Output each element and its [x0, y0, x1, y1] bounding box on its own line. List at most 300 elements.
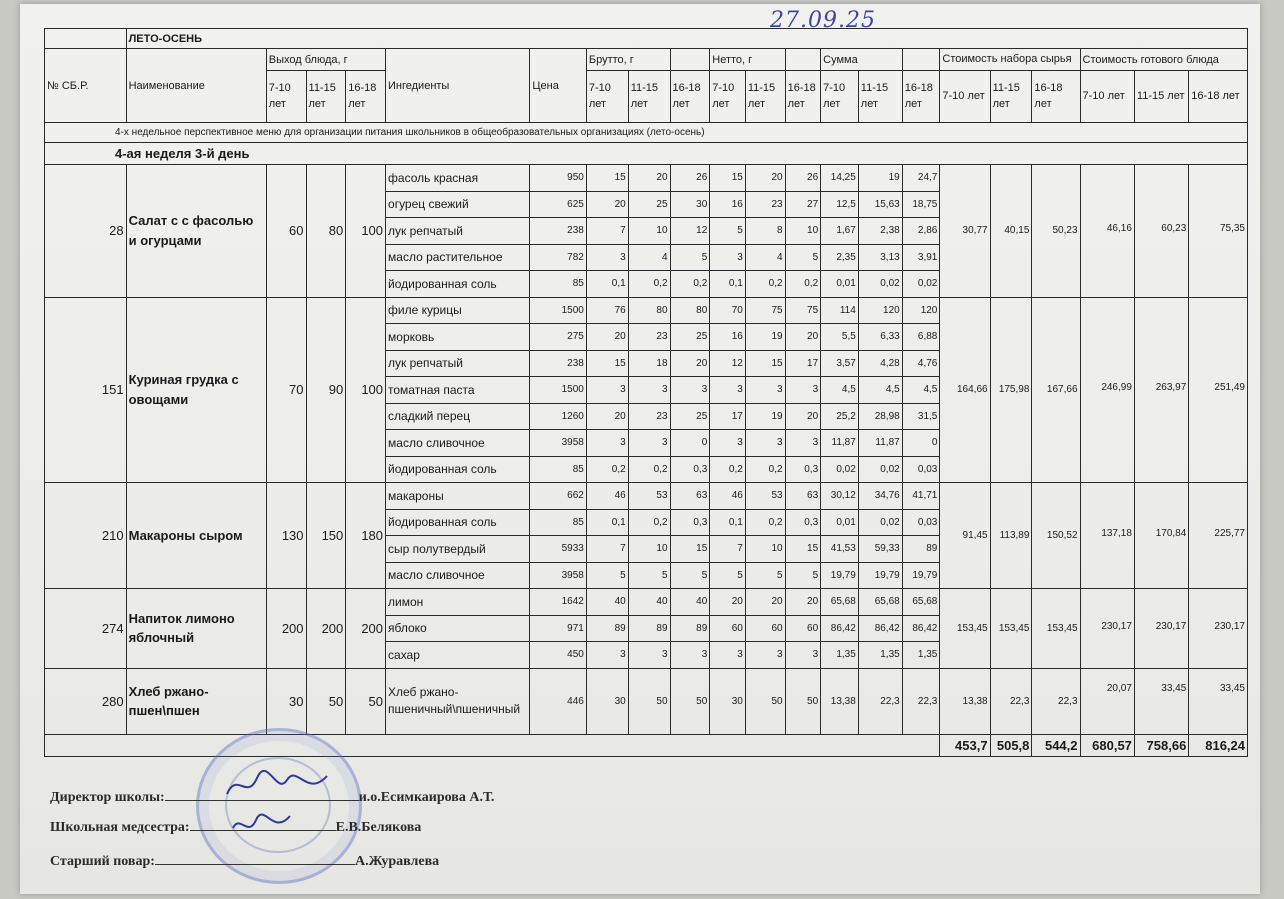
age-header: 11-15 лет: [745, 71, 785, 123]
brutto-value: 40: [586, 589, 628, 616]
brutto-value: 20: [586, 403, 628, 430]
netto-value: 15: [745, 350, 785, 377]
ingredient-name: сладкий перец: [386, 403, 530, 430]
dish-output: 200: [346, 589, 386, 669]
dish-output: 100: [346, 165, 386, 298]
dish-output: 80: [306, 165, 346, 298]
sum-value: 24,7: [902, 165, 940, 192]
netto-value: 10: [785, 218, 821, 245]
brutto-value: 50: [670, 668, 710, 734]
sum-value: 3,91: [902, 244, 940, 271]
netto-value: 20: [785, 589, 821, 616]
brutto-value: 20: [670, 350, 710, 377]
ingredient-name: йодированная соль: [386, 456, 530, 483]
sum-value: 65,68: [858, 589, 902, 616]
sum-value: 18,75: [902, 191, 940, 218]
netto-value: 0,3: [785, 509, 821, 536]
dish-name: Салат с с фасолью и огурцами: [126, 165, 266, 298]
brutto-value: 0,2: [586, 456, 628, 483]
brutto-value: 0,3: [670, 456, 710, 483]
brutto-value: 3: [670, 377, 710, 404]
ingredient-price: 625: [530, 191, 586, 218]
table-row: [45, 483, 1248, 510]
week-day: 4-ая неделя 3-й день: [45, 143, 1248, 165]
season-title: ЛЕТО-ОСЕНЬ: [126, 29, 1247, 49]
table-row: [45, 668, 1248, 734]
dish-name: Куриная грудка с овощами: [126, 297, 266, 483]
netto-value: 0,1: [710, 509, 746, 536]
brutto-value: 3: [586, 430, 628, 457]
netto-value: 53: [745, 483, 785, 510]
raw-cost-value: 40,15: [990, 165, 1032, 298]
brutto-value: 3: [670, 642, 710, 669]
netto-value: 5: [785, 244, 821, 271]
ingredient-name: яблоко: [386, 615, 530, 642]
sum-value: 0,03: [902, 509, 940, 536]
table-row: [45, 165, 1248, 192]
brutto-value: 0,3: [670, 509, 710, 536]
raw-cost-value: 164,66: [940, 297, 990, 483]
sum-value: 4,5: [858, 377, 902, 404]
brutto-value: 25: [670, 403, 710, 430]
brutto-value: 10: [628, 536, 670, 563]
dish-cost-value: 137,18: [1080, 483, 1134, 589]
ingredient-price: 782: [530, 244, 586, 271]
brutto-value: 20: [586, 324, 628, 351]
brutto-value: 15: [586, 350, 628, 377]
netto-value: 50: [785, 668, 821, 734]
header-row-1: [45, 49, 1248, 71]
sum-value: 2,35: [821, 244, 859, 271]
week-day-row: [45, 143, 1248, 165]
netto-value: 0,2: [745, 456, 785, 483]
ingredient-name: огурец свежий: [386, 191, 530, 218]
brutto-value: 23: [628, 324, 670, 351]
ingredient-name: сыр полутвердый: [386, 536, 530, 563]
ingredient-price: 85: [530, 509, 586, 536]
dish-cost-value: 263,97: [1134, 297, 1188, 483]
col-num-header: № СБ.Р.: [45, 49, 127, 123]
menu-note: 4-х недельное перспективное меню для организации питания школьников в общеобразовательных организациях (лето-осень): [45, 123, 1248, 143]
brutto-value: 15: [586, 165, 628, 192]
brutto-value: 50: [628, 668, 670, 734]
netto-value: 30: [710, 668, 746, 734]
brutto-value: 18: [628, 350, 670, 377]
brutto-value: 0,1: [586, 509, 628, 536]
raw-cost-value: 153,45: [1032, 589, 1080, 669]
age-header: 16-18 лет: [902, 71, 940, 123]
brutto-value: 15: [670, 536, 710, 563]
netto-value: 20: [785, 324, 821, 351]
sum-value: 22,3: [902, 668, 940, 734]
dish-number: 28: [45, 165, 127, 298]
ingredient-name: масло сливочное: [386, 562, 530, 589]
netto-value: 26: [785, 165, 821, 192]
brutto-value: 3: [586, 244, 628, 271]
ingredient-price: 1642: [530, 589, 586, 616]
dish-output: 50: [306, 668, 346, 734]
age-header: 7-10 лет: [940, 71, 990, 123]
ingredient-name: томатная паста: [386, 377, 530, 404]
ingredient-price: 446: [530, 668, 586, 734]
brutto-value: 26: [670, 165, 710, 192]
sum-value: 22,3: [858, 668, 902, 734]
netto-value: 3: [785, 377, 821, 404]
age-header: 16-18 лет: [670, 71, 710, 123]
raw-cost-value: 50,23: [1032, 165, 1080, 298]
col-name-header: Наименование: [126, 49, 266, 123]
brutto-value: 0,2: [628, 271, 670, 298]
age-header: 11-15 лет: [1134, 71, 1188, 123]
sum-value: 6,88: [902, 324, 940, 351]
dish-output: 30: [266, 668, 306, 734]
netto-value: 17: [710, 403, 746, 430]
dish-output: 150: [306, 483, 346, 589]
netto-value: 3: [785, 642, 821, 669]
brutto-value: 3: [586, 377, 628, 404]
dish-output: 200: [266, 589, 306, 669]
brutto-value: 40: [628, 589, 670, 616]
dish-cost-value: 33,45: [1189, 668, 1248, 734]
sum-value: 34,76: [858, 483, 902, 510]
director-line: Директор школы: и.о.Есимкаирова А.Т.: [50, 790, 495, 805]
ingredient-name: сахар: [386, 642, 530, 669]
brutto-value: 0,2: [628, 509, 670, 536]
age-header: 16-18 лет: [1032, 71, 1080, 123]
ingredient-price: 238: [530, 218, 586, 245]
sum-value: 2,86: [902, 218, 940, 245]
brutto-value: 3: [628, 377, 670, 404]
col-brutto-header: Брутто, г: [586, 49, 670, 71]
dish-cost-value: 170,84: [1134, 483, 1188, 589]
dish-output: 90: [306, 297, 346, 483]
dish-output: 50: [346, 668, 386, 734]
netto-value: 7: [710, 536, 746, 563]
netto-value: 3: [710, 642, 746, 669]
brutto-value: 23: [628, 403, 670, 430]
ingredient-name: лук репчатый: [386, 218, 530, 245]
sum-value: 65,68: [902, 589, 940, 616]
sum-value: 28,98: [858, 403, 902, 430]
ingredient-name: лук репчатый: [386, 350, 530, 377]
sum-value: 11,87: [858, 430, 902, 457]
sum-value: 120: [902, 297, 940, 324]
ingredient-price: 238: [530, 350, 586, 377]
ingredient-name: масло сливочное: [386, 430, 530, 457]
dish-name: Напиток лимоно яблочный: [126, 589, 266, 669]
brutto-value: 20: [628, 165, 670, 192]
netto-value: 8: [745, 218, 785, 245]
ingredient-price: 1260: [530, 403, 586, 430]
col-netto-header: Нетто, г: [710, 49, 785, 71]
brutto-value: 5: [628, 562, 670, 589]
netto-value: 3: [785, 430, 821, 457]
sum-value: 5,5: [821, 324, 859, 351]
ingredient-price: 275: [530, 324, 586, 351]
netto-value: 27: [785, 191, 821, 218]
sum-value: 86,42: [821, 615, 859, 642]
ingredient-price: 1500: [530, 297, 586, 324]
total-value: 816,24: [1189, 734, 1248, 756]
netto-value: 0,2: [745, 271, 785, 298]
raw-cost-value: 13,38: [940, 668, 990, 734]
brutto-value: 89: [628, 615, 670, 642]
sum-value: 120: [858, 297, 902, 324]
raw-cost-value: 167,66: [1032, 297, 1080, 483]
sum-value: 19: [858, 165, 902, 192]
netto-value: 3: [745, 430, 785, 457]
raw-cost-value: 153,45: [990, 589, 1032, 669]
sum-value: 89: [902, 536, 940, 563]
dish-name: Хлеб ржано-пшен\пшен: [126, 668, 266, 734]
ingredient-price: 950: [530, 165, 586, 192]
brutto-value: 30: [670, 191, 710, 218]
ingredient-price: 662: [530, 483, 586, 510]
brutto-value: 40: [670, 589, 710, 616]
sum-value: 12,5: [821, 191, 859, 218]
sum-value: 0,02: [821, 456, 859, 483]
total-value: 505,8: [990, 734, 1032, 756]
total-value: 544,2: [1032, 734, 1080, 756]
ingredient-name: филе курицы: [386, 297, 530, 324]
netto-value: 46: [710, 483, 746, 510]
age-header: 11-15 лет: [858, 71, 902, 123]
sum-value: 1,35: [858, 642, 902, 669]
netto-value: 5: [785, 562, 821, 589]
table-row: [45, 297, 1248, 324]
age-header: 16-18 лет: [1189, 71, 1248, 123]
brutto-value: 5: [586, 562, 628, 589]
dish-name: Макароны сыром: [126, 483, 266, 589]
netto-value: 60: [785, 615, 821, 642]
age-header: 16-18 лет: [785, 71, 821, 123]
dish-cost-value: 225,77: [1189, 483, 1248, 589]
sum-value: 31,5: [902, 403, 940, 430]
sum-value: 0,01: [821, 509, 859, 536]
ingredient-name: йодированная соль: [386, 271, 530, 298]
sum-value: 1,67: [821, 218, 859, 245]
netto-value: 0,1: [710, 271, 746, 298]
sum-value: 4,28: [858, 350, 902, 377]
netto-value: 5: [710, 218, 746, 245]
ingredient-price: 1500: [530, 377, 586, 404]
sum-value: 4,76: [902, 350, 940, 377]
sum-value: 0,02: [858, 509, 902, 536]
netto-value: 4: [745, 244, 785, 271]
ingredient-name: фасоль красная: [386, 165, 530, 192]
netto-value: 15: [710, 165, 746, 192]
netto-value: 0,2: [745, 509, 785, 536]
netto-value: 0,2: [710, 456, 746, 483]
sum-value: 2,38: [858, 218, 902, 245]
dish-cost-value: 75,35: [1189, 165, 1248, 298]
brutto-value: 89: [670, 615, 710, 642]
sum-value: 0,03: [902, 456, 940, 483]
sum-value: 3,57: [821, 350, 859, 377]
sum-value: 114: [821, 297, 859, 324]
age-header: 11-15 лет: [990, 71, 1032, 123]
sum-value: 4,5: [821, 377, 859, 404]
netto-value: 20: [785, 403, 821, 430]
brutto-value: 25: [670, 324, 710, 351]
netto-value: 5: [745, 562, 785, 589]
raw-cost-value: 153,45: [940, 589, 990, 669]
brutto-value: 7: [586, 536, 628, 563]
title-row: [45, 29, 1248, 49]
netto-value: 0,3: [785, 456, 821, 483]
netto-value: 19: [745, 324, 785, 351]
brutto-value: 3: [628, 430, 670, 457]
sum-value: 19,79: [858, 562, 902, 589]
sum-value: 13,38: [821, 668, 859, 734]
brutto-value: 76: [586, 297, 628, 324]
netto-value: 10: [745, 536, 785, 563]
brutto-value: 25: [628, 191, 670, 218]
brutto-value: 12: [670, 218, 710, 245]
ingredient-name: лимон: [386, 589, 530, 616]
raw-cost-value: 175,98: [990, 297, 1032, 483]
netto-value: 3: [745, 377, 785, 404]
ingredient-name: масло растительное: [386, 244, 530, 271]
netto-value: 50: [745, 668, 785, 734]
raw-cost-value: 150,52: [1032, 483, 1080, 589]
col-dish-cost-header: Стоимость готового блюда: [1080, 49, 1247, 71]
ingredient-price: 450: [530, 642, 586, 669]
sum-value: 15,63: [858, 191, 902, 218]
ingredient-name: макароны: [386, 483, 530, 510]
dish-number: 151: [45, 297, 127, 483]
age-header: 7-10 лет: [821, 71, 859, 123]
menu-table-body: [45, 29, 1248, 757]
brutto-value: 0: [670, 430, 710, 457]
netto-value: 19: [745, 403, 785, 430]
brutto-value: 20: [586, 191, 628, 218]
note-row: [45, 123, 1248, 143]
dish-number: 274: [45, 589, 127, 669]
total-value: 758,66: [1134, 734, 1188, 756]
brutto-value: 7: [586, 218, 628, 245]
netto-value: 3: [710, 430, 746, 457]
sum-value: 59,33: [858, 536, 902, 563]
netto-value: 3: [745, 642, 785, 669]
ingredient-price: 971: [530, 615, 586, 642]
dish-cost-value: 60,23: [1134, 165, 1188, 298]
age-header: 7-10 лет: [710, 71, 746, 123]
menu-table: [44, 28, 1248, 757]
netto-value: 5: [710, 562, 746, 589]
age-header: 11-15 лет: [628, 71, 670, 123]
handwritten-date: 27.09.25: [770, 8, 876, 33]
ingredient-name: Хлеб ржано-пшеничный\пшеничный: [386, 668, 530, 734]
dish-number: 210: [45, 483, 127, 589]
dish-output: 130: [266, 483, 306, 589]
sum-value: 0,02: [858, 271, 902, 298]
sum-value: 0,02: [902, 271, 940, 298]
netto-value: 17: [785, 350, 821, 377]
netto-value: 3: [710, 377, 746, 404]
dish-cost-value: 230,17: [1134, 589, 1188, 669]
ingredient-price: 85: [530, 271, 586, 298]
dish-cost-value: 246,99: [1080, 297, 1134, 483]
brutto-value: 30: [586, 668, 628, 734]
dish-cost-value: 251,49: [1189, 297, 1248, 483]
sum-value: 6,33: [858, 324, 902, 351]
dish-output: 200: [306, 589, 346, 669]
netto-value: 63: [785, 483, 821, 510]
sum-value: 1,35: [821, 642, 859, 669]
netto-value: 20: [745, 589, 785, 616]
netto-value: 0,2: [785, 271, 821, 298]
netto-value: 12: [710, 350, 746, 377]
brutto-value: 0,1: [586, 271, 628, 298]
brutto-value: 89: [586, 615, 628, 642]
col-raw-cost-header: Стоимость набора сырья: [940, 49, 1080, 71]
netto-value: 60: [745, 615, 785, 642]
cook-line: Старший повар: А.Журавлева: [50, 854, 440, 869]
dish-output: 70: [266, 297, 306, 483]
brutto-value: 63: [670, 483, 710, 510]
dish-cost-value: 46,16: [1080, 165, 1134, 298]
brutto-value: 5: [670, 562, 710, 589]
raw-cost-value: 91,45: [940, 483, 990, 589]
netto-value: 16: [710, 324, 746, 351]
sum-value: 41,53: [821, 536, 859, 563]
sum-value: 25,2: [821, 403, 859, 430]
sum-value: 19,79: [821, 562, 859, 589]
sum-value: 0: [902, 430, 940, 457]
dish-output: 180: [346, 483, 386, 589]
netto-value: 3: [710, 244, 746, 271]
netto-value: 23: [745, 191, 785, 218]
total-value: 453,7: [940, 734, 990, 756]
sum-value: 65,68: [821, 589, 859, 616]
sum-value: 19,79: [902, 562, 940, 589]
sum-value: 86,42: [858, 615, 902, 642]
dish-cost-value: 230,17: [1189, 589, 1248, 669]
sum-value: 11,87: [821, 430, 859, 457]
sum-value: 41,71: [902, 483, 940, 510]
sum-value: 30,12: [821, 483, 859, 510]
col-ingredients-header: Ингедиенты: [386, 49, 530, 123]
brutto-value: 0,2: [628, 456, 670, 483]
age-header: 7-10 лет: [1080, 71, 1134, 123]
netto-value: 60: [710, 615, 746, 642]
ingredient-price: 3958: [530, 562, 586, 589]
netto-value: 16: [710, 191, 746, 218]
age-header: 7-10 лет: [266, 71, 306, 123]
totals-spacer: [45, 734, 940, 756]
brutto-value: 3: [628, 642, 670, 669]
brutto-value: 3: [586, 642, 628, 669]
sum-value: 0,01: [821, 271, 859, 298]
dish-number: 280: [45, 668, 127, 734]
age-header: 16-18 лет: [346, 71, 386, 123]
sum-value: 86,42: [902, 615, 940, 642]
brutto-value: 80: [628, 297, 670, 324]
total-value: 680,57: [1080, 734, 1134, 756]
raw-cost-value: 22,3: [1032, 668, 1080, 734]
netto-value: 15: [785, 536, 821, 563]
col-output-header: Выход блюда, г: [266, 49, 385, 71]
col-sum-header: Сумма: [821, 49, 903, 71]
ingredient-price: 85: [530, 456, 586, 483]
raw-cost-value: 30,77: [940, 165, 990, 298]
nurse-line: Школьная медсестра: Е.В.Белякова: [50, 820, 422, 835]
brutto-value: 53: [628, 483, 670, 510]
brutto-value: 80: [670, 297, 710, 324]
brutto-value: 10: [628, 218, 670, 245]
age-header: 7-10 лет: [586, 71, 628, 123]
